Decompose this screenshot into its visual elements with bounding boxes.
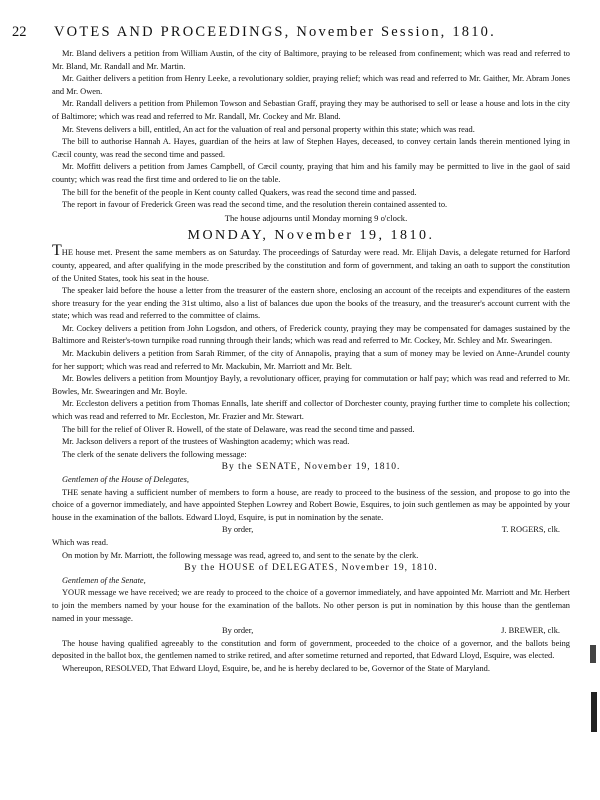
house-message-heading: By the HOUSE of DELEGATES, November 19, 1810. [184, 563, 438, 574]
house-salutation: Gentlemen of the Senate, [62, 575, 146, 585]
paragraph: Mr. Bland delivers a petition from William Austin, of the city of Baltimore, praying to be released from confinement; which was read and referred to Mr. Bland, Mr. Randall and Mr. Martin. [52, 49, 570, 71]
paragraph: Mr. Cockey delivers a petition from John Logsdon, and others, of Frederick county, praying they may be compensated for damages sustained by the Baltimore and Reister's-town turnpike road running through their lands; which was read and referred to Mr. Cockey, Mr. Schley and Mr. Swearingen. [52, 323, 570, 346]
paragraph: Mr. Mackubin delivers a petition from Sarah Rimmer, of the city of Annapolis, praying that a sum of money may be levied on Anne-Arundel county for her support; which was read and referred to Mr. Mackubin, Mr. Marriott and Mr. Belt. [52, 349, 570, 371]
paragraph: On motion by Mr. Marriott, the following message was read, agreed to, and sent to the senate by the clerk. [62, 550, 419, 560]
house-message-text: YOUR message we have received; we are ready to proceed to the choice of a governor immediately, and have appointed Mr. Marriott and Mr. Herbert to join the members named by your house for the examination of the ballots. No other person is put in nomination by this house than the gentleman named in your message. [52, 588, 570, 623]
scan-edge-mark [590, 645, 596, 663]
paragraph: The bill to authorise Hannah A. Hayes, guardian of the heirs at law of Stephen Hayes, deceased, to convey certain lands therein mentioned lying in Cæcil county, was read the second time and passed. [52, 137, 570, 159]
senate-salutation: Gentlemen of the House of Delegates, [62, 475, 189, 484]
scan-edge-mark [591, 692, 597, 732]
paragraph: Mr. Gaither delivers a petition from Henry Leeke, a revolutionary soldier, praying relief; which was read and referred to Mr. Gaither, Mr. Abram Jones and Mr. Owen. [52, 74, 570, 96]
paragraph: Mr. Eccleston delivers a petition from Thomas Ennalls, late sheriff and collector of Dorchester county, praying further time to complete his collection; which was read and referred to Mr. Eccleston, Mr. Frazier and Mr. Stewart. [52, 399, 570, 422]
adjournment-line: The house adjourns until Monday morning 9 o'clock. [224, 212, 408, 223]
house-signature [52, 625, 570, 638]
signature-by-order: By order, [222, 626, 254, 636]
paragraph: Mr. Bowles delivers a petition from Mountjoy Bayly, a revolutionary officer, praying for commutation or half pay; which was read and referred to Mr. Bowles, Mr. Swearingen and Mr. Boyle. [52, 374, 570, 396]
senate-message-heading: By the SENATE, November 19, 1810. [221, 462, 401, 473]
paragraph: The speaker laid before the house a letter from the treasurer of the eastern shore, enclosing an account of the receipts and expenditures of the eastern shore treasury for the year ending the 31st ultimo, also a list of balances due upon the books of the treasury, and the treasurer's account current with the state; which was read and referred to the committee of claims. [52, 286, 570, 321]
paragraph: The house having qualified agreeably to the constitution and form of government, proceeded to the choice of a governor, and the ballots being deposited in the ballot box, the gentlemen named to strike retired, and after sometime returned and reported, that Edward Lloyd, Esquire, was elected. [52, 638, 570, 661]
page-number: 22 [12, 24, 27, 40]
signature-name: T. ROGERS, clk. [501, 525, 560, 535]
paragraph: Which was read. [52, 537, 109, 547]
paragraph: The bill for the benefit of the people in Kent county called Quakers, was read the second time and passed. [62, 187, 417, 197]
paragraph: The report in favour of Frederick Green was read the second time, and the resolution therein contained assented to. [62, 200, 448, 210]
paragraph: Mr. Moffitt delivers a petition from James Campbell, of Cæcil county, praying that him and his family may be permitted to live in the gaol of said county; which was read the first time and ordered to lie on the table. [52, 162, 570, 184]
opening-text: HE house met. Present the same members as on Saturday. The proceedings of Saturday were read. Mr. Elijah Davis, a delegate returned for Harford county, appeared, and after qualifying in the mode prescribed by the constitution and form of government, and taking an oath to support the constitution of the United States, took his seat in the house. [52, 248, 570, 283]
paragraph: The clerk of the senate delivers the following message: [62, 449, 247, 459]
paragraph-opening [52, 242, 570, 285]
senate-message-text: THE senate having a sufficient number of members to form a house, are ready to proceed to the business of the session, and propose to go into the choice of a governor immediately, and have appointed Stephen Lowrey and Robert Bowie, Esquires, to join such gentlemen as may be appointed by your house in the examination of the ballots. Edward Lloyd, Esquire, is put in nomination by the senate. [52, 487, 570, 522]
paragraph: The bill for the relief of Oliver R. Howell, of the state of Delaware, was read the second time and passed. [62, 424, 415, 434]
senate-signature [52, 524, 570, 537]
signature-by-order: By order, [222, 525, 254, 535]
drop-cap: T [52, 242, 62, 260]
paragraph: Mr. Stevens delivers a bill, entitled, An act for the valuation of real and personal property within this state; which was read. [62, 124, 475, 134]
paragraph: Mr. Randall delivers a petition from Philemon Towson and Sebastian Graff, praying they may be authorised to sell or lease a house and lots in the city of Baltimore; which was read and referred to Mr. Randall, Mr. Cockey and Mr. Bland. [52, 99, 570, 121]
document-body [52, 48, 570, 676]
page-header [12, 24, 560, 44]
paragraph: Whereupon, RESOLVED, That Edward Lloyd, Esquire, be, and he is hereby declared to be, Governor of the State of Maryland. [62, 663, 490, 673]
day-heading: MONDAY, November 19, 1810. [187, 228, 435, 244]
signature-name: J. BREWER, clk. [501, 626, 560, 636]
running-title: VOTES AND PROCEEDINGS, November Session, 1810. [54, 24, 496, 40]
paragraph: Mr. Jackson delivers a report of the trustees of Washington academy; which was read. [62, 437, 350, 447]
